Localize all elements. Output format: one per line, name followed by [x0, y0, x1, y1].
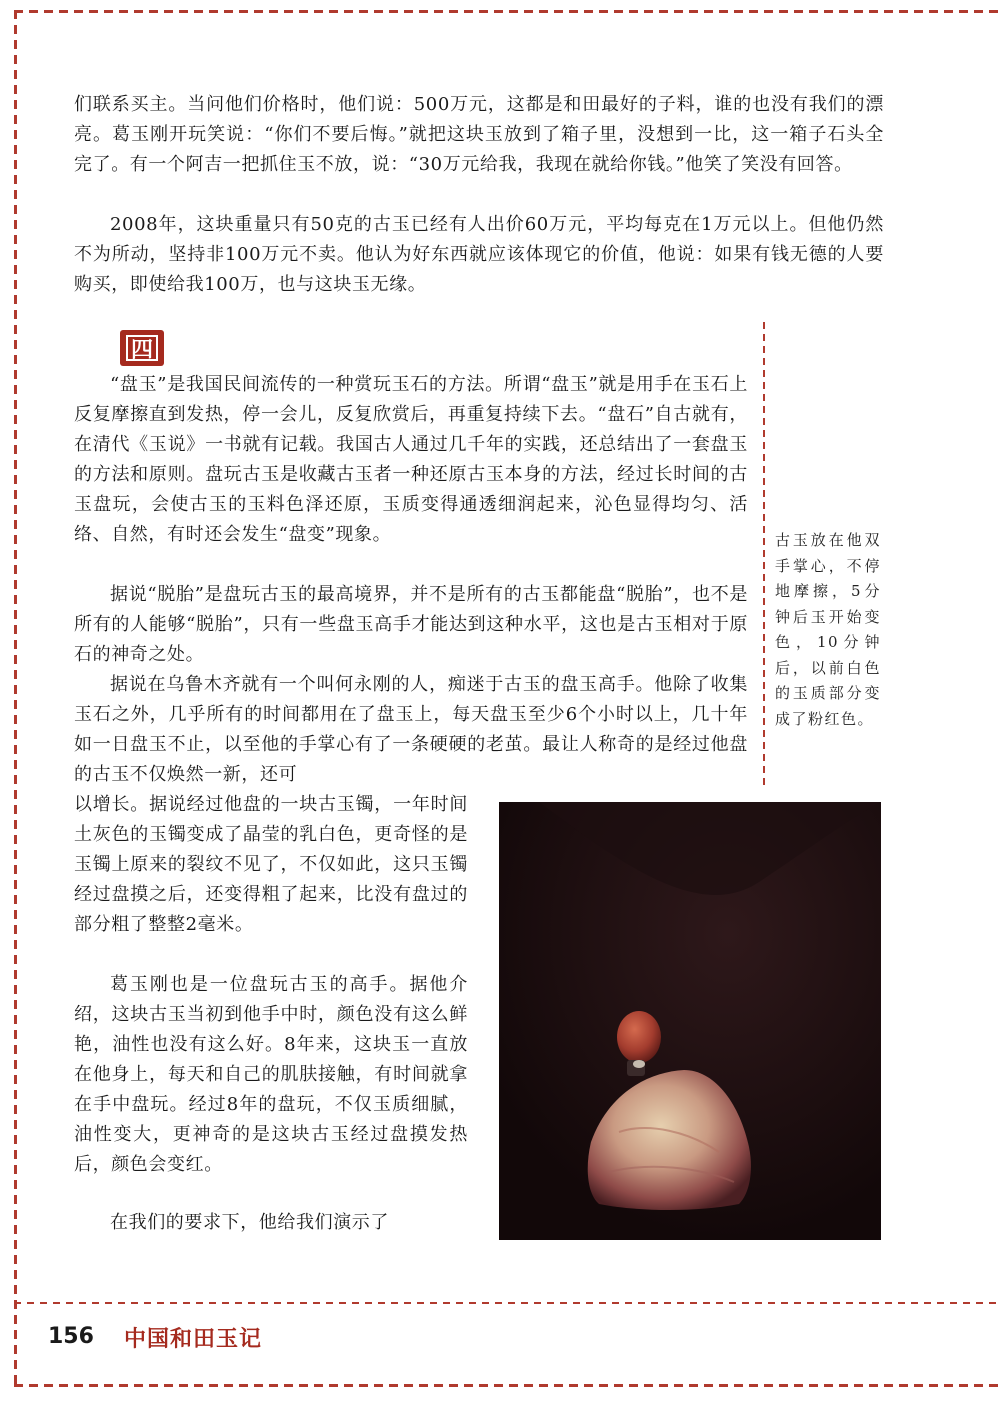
paragraph-3: “盘玉”是我国民间流传的一种赏玩玉石的方法。所谓“盘玉”就是用手在玉石上反复摩擦直到发热，停一会儿，反复欣赏后，再重复持续下去。“盘石”自古就有，在清代《玉说》一书就有记载。我国古人通过几千年的实践，还总结出了一套盘玉的方法和原则。盘玩古玉是收藏古玉者一种还原古玉本身的方法，经过长时间的古玉盘玩，会使古玉的玉料色泽还原，玉质变得通透细润起来，沁色显得均匀、活络、自然，有时还会发生“盘变”现象。	[74, 374, 748, 545]
paragraph-5: 据说在乌鲁木齐就有一个叫何永刚的人，痴迷于古玉的盘玉高手。他除了收集玉石之外，几乎所有的时间都用在了盘玉上，每天盘玉至少6个小时以上，几十年如一日盘玉不止，以至他的手掌心有了一条硬硬的老茧。最让人称奇的是经过他盘的古玉不仅焕然一新，还可	[74, 674, 748, 785]
photo-caption: 古玉放在他双手掌心，不停地摩擦，5分钟后玉开始变色，10分钟后，以前白色的玉质部分变成了粉红色。	[775, 531, 881, 728]
section-badge-label: 四	[130, 337, 153, 363]
page-border-bottom	[14, 1384, 1000, 1387]
page-border-left	[14, 10, 17, 1385]
section-badge	[120, 330, 164, 366]
paragraph-5-continued: 以增长。据说经过他盘的一块古玉镯，一年时间土灰色的玉镯变成了晶莹的乳白色，更奇怪的是玉镯上原来的裂纹不见了，不仅如此，这只玉镯经过盘摸之后，还变得粗了起来，比没有盘过的部分粗了整整2毫米。	[74, 794, 468, 935]
paragraph-1: 们联系买主。当问他们价格时，他们说：500万元，这都是和田最好的子料，谁的也没有我们的漂亮。葛玉刚开玩笑说：“你们不要后悔。”就把这块玉放到了箱子里，没想到一比，这一箱子石头全完了。有一个阿吉一把抓住玉不放，说：“30万元给我，我现在就给你钱。”他笑了笑没有回答。	[74, 94, 884, 175]
jade-pendant-image	[499, 802, 881, 1240]
jade-pendant-photo	[499, 802, 881, 1240]
paragraph-4: 据说“脱胎”是盘玩古玉的最高境界，并不是所有的古玉都能盘“脱胎”，也不是所有的人能够“脱胎”，只有一些盘玉高手才能达到这种水平，这也是古玉相对于原石的神奇之处。	[74, 584, 748, 665]
book-title: 中国和田玉记	[124, 1326, 263, 1352]
paragraph-2: 2008年，这块重量只有50克的古玉已经有人出价60万元，平均每克在1万元以上。但他仍然不为所动，坚持非100万元不卖。他认为好东西就应该体现它的价值，他说：如果有钱无德的人要购买，即使给我100万，也与这块玉无缘。	[74, 214, 884, 295]
paragraph-7: 在我们的要求下，他给我们演示了	[110, 1212, 389, 1233]
footer-divider	[14, 1302, 1000, 1304]
page-number: 156	[48, 1324, 94, 1349]
page-border-top	[14, 10, 1000, 13]
paragraph-6: 葛玉刚也是一位盘玩古玉的高手。据他介绍，这块古玉当初到他手中时，颜色没有这么鲜艳，油性也没有这么好。8年来，这块玉一直放在他身上，每天和自己的肌肤接触，有时间就拿在手中盘玩。经过8年的盘玩，不仅玉质细腻，油性变大，更神奇的是这块古玉经过盘摸发热后，颜色会变红。	[74, 974, 468, 1175]
caption-divider	[763, 322, 765, 790]
